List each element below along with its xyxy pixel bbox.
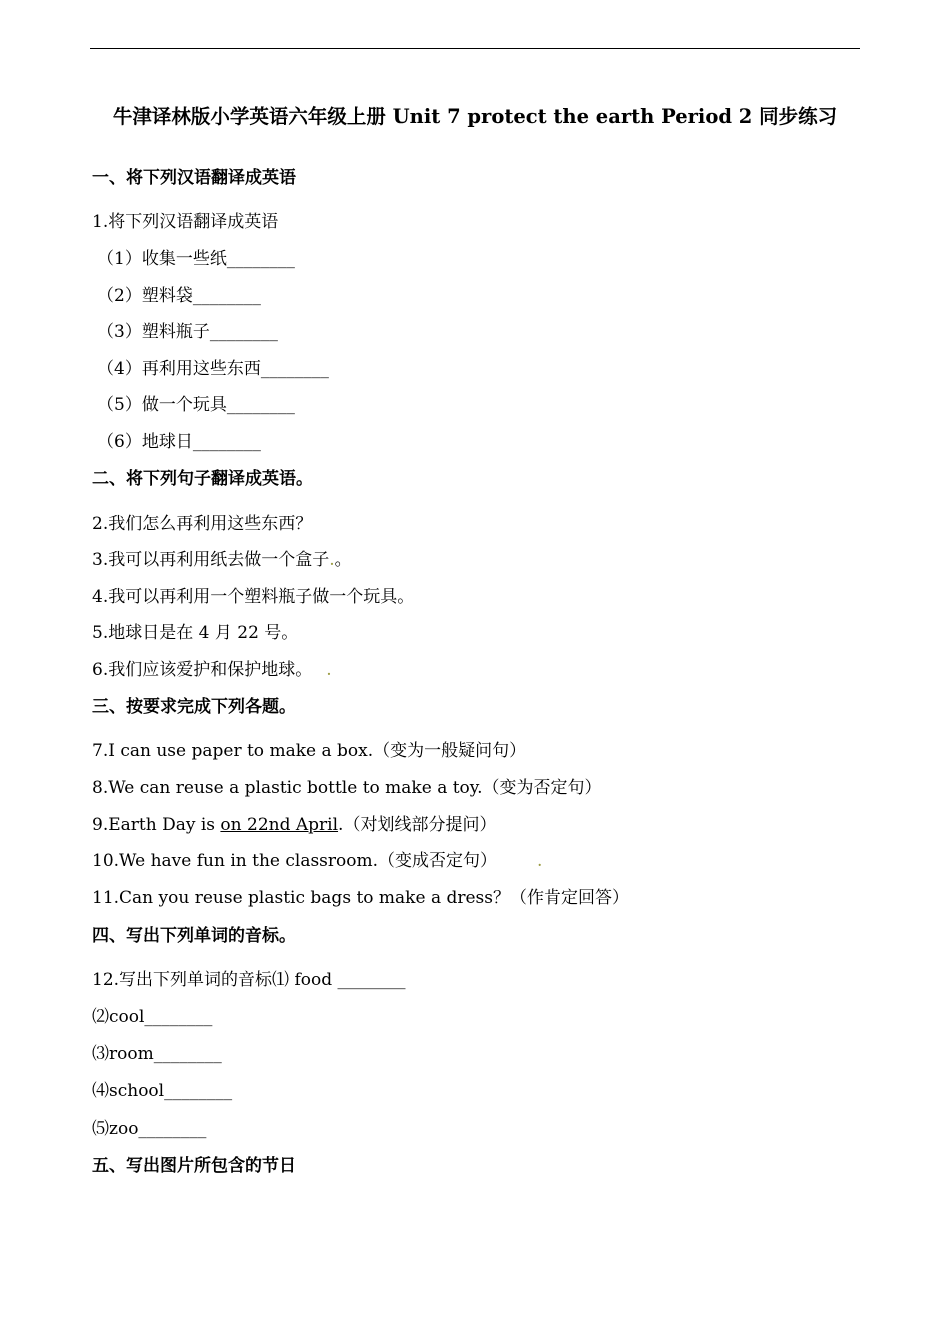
section-heading-4: 四、写出下列单词的音标。 bbox=[92, 926, 296, 946]
question-12-item: ⑸zoo________ bbox=[92, 1119, 207, 1139]
question-12-item: ⑵cool________ bbox=[92, 1007, 213, 1027]
question-4: 4.我可以再利用一个塑料瓶子做一个玩具。 bbox=[92, 587, 415, 607]
section-heading-2: 二、将下列句子翻译成英语。 bbox=[92, 469, 313, 489]
page-title: 牛津译林版小学英语六年级上册 Unit 7 protect the earth Period 2 同步练习 bbox=[112, 105, 838, 128]
question-1-item: （6）地球日________ bbox=[97, 432, 261, 452]
question-9-pre: 9.Earth Day is bbox=[92, 815, 221, 835]
question-1-item: （5）做一个玩具________ bbox=[97, 395, 295, 415]
question-1: 1.将下列汉语翻译成英语 bbox=[92, 212, 279, 232]
question-9 bbox=[92, 814, 496, 836]
question-9-underlined: on 22nd April bbox=[220, 815, 339, 835]
question-5: 5.地球日是在 4 月 22 号。 bbox=[92, 623, 299, 643]
question-8: 8.We can reuse a plastic bottle to make a toy.（变为否定句） bbox=[92, 778, 602, 798]
question-1-item: （3）塑料瓶子________ bbox=[97, 322, 278, 342]
question-11: 11.Can you reuse plastic bags to make a dress？（作肯定回答） bbox=[92, 888, 629, 908]
question-1-item: （2）塑料袋________ bbox=[97, 286, 261, 306]
question-3-end: 。 bbox=[334, 550, 352, 570]
decorative-dot: . bbox=[326, 660, 332, 680]
question-3-text: 3.我可以再利用纸去做一个盒子 bbox=[92, 550, 330, 570]
section-heading-3: 三、按要求完成下列各题。 bbox=[92, 697, 296, 717]
question-12: 12.写出下列单词的音标⑴ food ________ bbox=[92, 970, 406, 990]
question-12-item: ⑶room________ bbox=[92, 1044, 222, 1064]
section-heading-1: 一、将下列汉语翻译成英语 bbox=[92, 168, 296, 188]
header-rule bbox=[90, 48, 860, 49]
question-2: 2.我们怎么再利用这些东西？ bbox=[92, 514, 313, 534]
decorative-dot: . bbox=[537, 851, 543, 871]
question-10-text: 10.We have fun in the classroom.（变成否定句） bbox=[92, 851, 498, 871]
question-3 bbox=[92, 549, 352, 571]
section-heading-5: 五、写出图片所包含的节日 bbox=[92, 1156, 296, 1176]
question-1-item: （1）收集一些纸________ bbox=[97, 249, 295, 269]
question-9-post: .（对划线部分提问） bbox=[338, 815, 497, 835]
question-12-item: ⑷school________ bbox=[92, 1081, 233, 1101]
question-6-text: 6.我们应该爱护和保护地球。 bbox=[92, 660, 313, 680]
question-7: 7.I can use paper to make a box.（变为一般疑问句） bbox=[92, 741, 527, 761]
question-6 bbox=[92, 659, 332, 681]
question-10 bbox=[92, 850, 542, 872]
question-1-item: （4）再利用这些东西________ bbox=[97, 359, 329, 379]
decorative-dot: . bbox=[329, 550, 335, 570]
